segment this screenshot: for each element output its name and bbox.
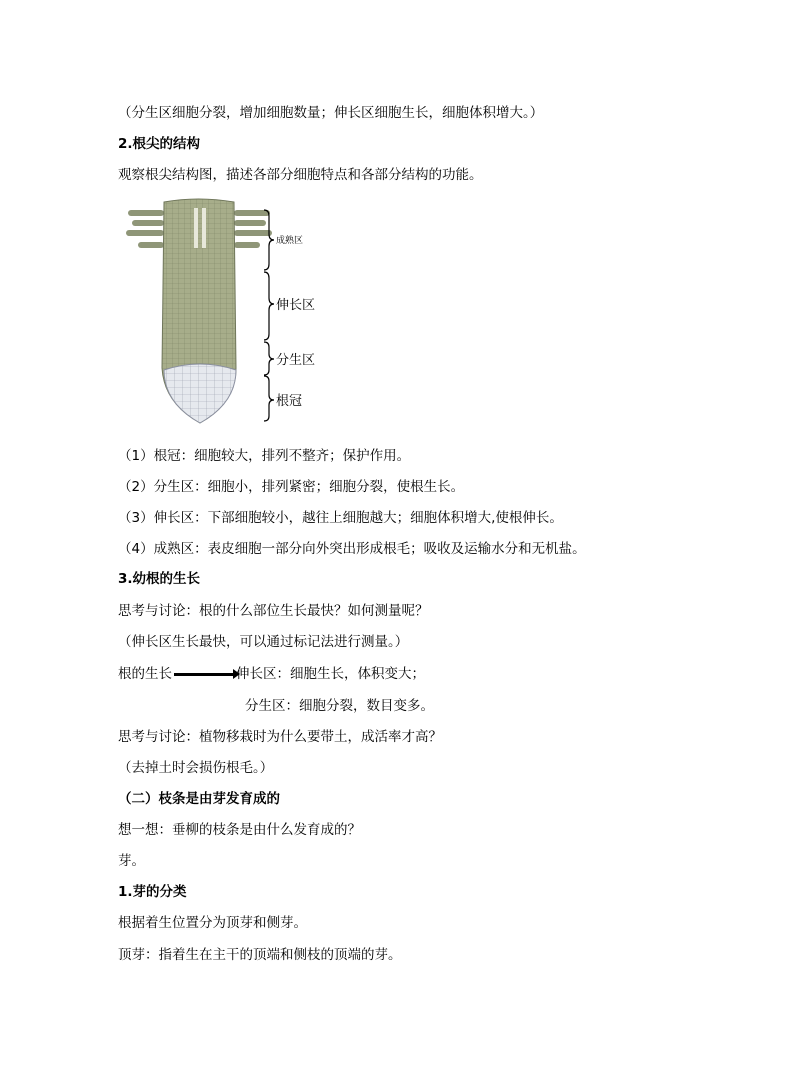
text-line: （1）根冠：细胞较大，排列不整齐；保护作用。 [118,448,411,464]
text-line: 顶芽：指着生在主干的顶端和侧枝的顶端的芽。 [118,947,402,963]
text-line: （3）伸长区：下部细胞较小，越往上细胞越大；细胞体积增大,使根伸长。 [118,510,563,526]
root-tip-diagram [118,198,338,430]
label-mature-zone: 成熟区 [276,235,304,245]
heading-bud-classification: 1.芽的分类 [118,884,187,900]
arrow-right-icon [174,673,234,676]
text-line: 根据着生位置分为顶芽和侧芽。 [118,915,307,931]
label-elongation-zone: 伸长区 [276,297,316,312]
text-line: 思考与讨论：根的什么部位生长最快？如何测量呢？ [118,603,429,619]
growth-label: 根的生长 [118,666,172,682]
text-line: 思考与讨论：植物移栽时为什么要带土，成活率才高？ [118,729,442,745]
text-line: （去掉土时会损伤根毛。） [118,760,274,776]
text-line: （4）成熟区：表皮细胞一部分向外突出形成根毛；吸收及运输水分和无机盐。 [118,541,586,557]
text-line: （2）分生区：细胞小，排列紧密；细胞分裂，使根生长。 [118,479,465,495]
text-line: 想一想：垂柳的枝条是由什么发育成的？ [118,822,361,838]
text-line: 观察根尖结构图，描述各部分细胞特点和各部分结构的功能。 [118,167,483,183]
label-meristem-zone: 分生区 [276,352,316,367]
label-root-cap: 根冠 [276,393,303,408]
growth-elongation-text: 伸长区：细胞生长，体积变大； [236,666,425,682]
growth-arrow-line [118,665,425,683]
heading-young-root-growth: 3.幼根的生长 [118,571,201,587]
growth-meristem-text: 分生区：细胞分裂，数目变多。 [245,698,434,714]
heading-branch-from-bud: （二）枝条是由芽发育成的 [118,791,280,807]
text-line: 芽。 [118,853,145,869]
text-line: （伸长区生长最快，可以通过标记法进行测量。） [118,634,409,650]
heading-root-tip-structure: 2.根尖的结构 [118,136,201,152]
text-line: （分生区细胞分裂，增加细胞数量；伸长区细胞生长，细胞体积增大。） [118,105,544,121]
